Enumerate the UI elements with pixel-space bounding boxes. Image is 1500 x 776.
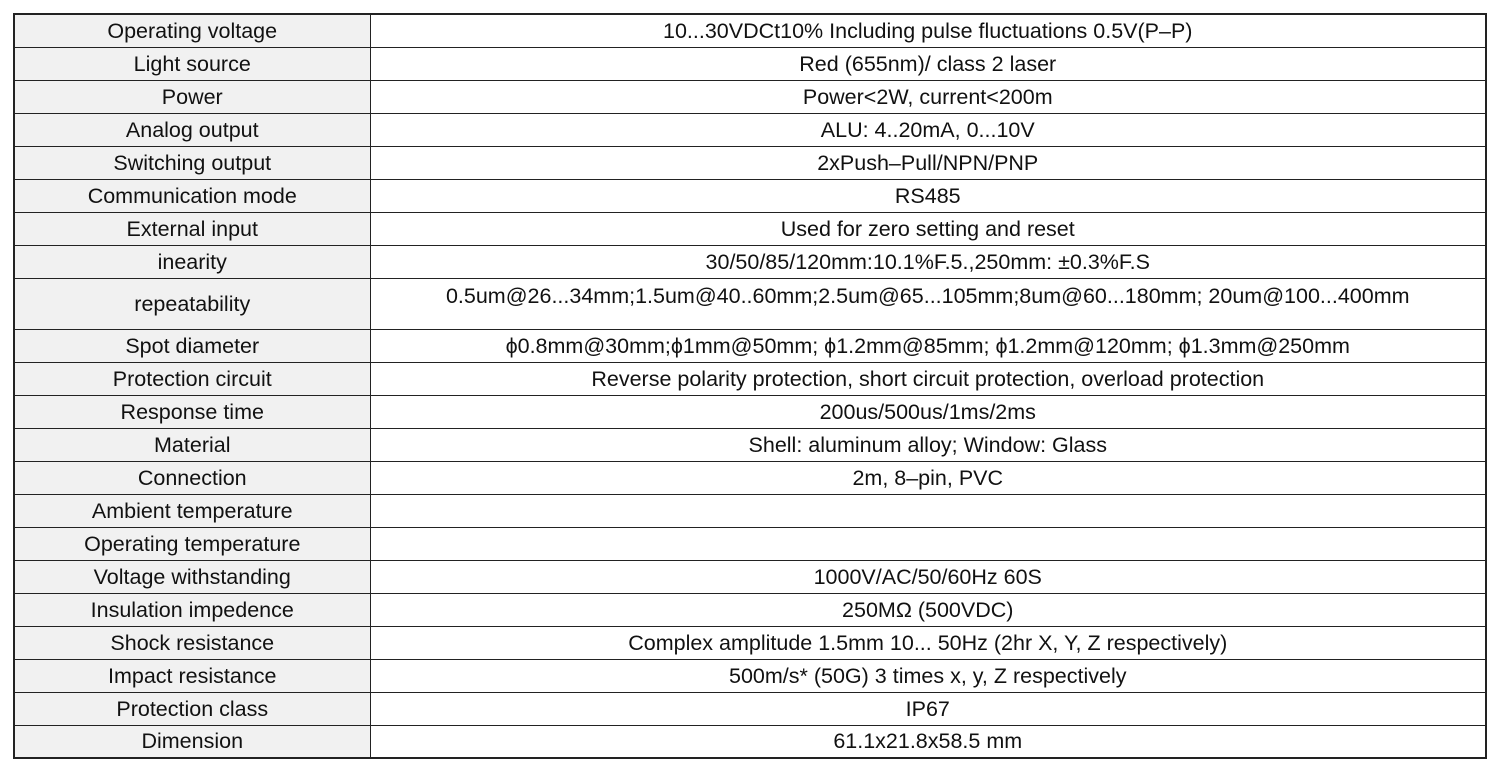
spec-label: Switching output bbox=[14, 146, 370, 179]
table-row bbox=[14, 212, 1486, 245]
table-row bbox=[14, 692, 1486, 725]
spec-label: Spot diameter bbox=[14, 329, 370, 362]
table-row bbox=[14, 146, 1486, 179]
table-row bbox=[14, 626, 1486, 659]
spec-label: Communication mode bbox=[14, 179, 370, 212]
spec-value: 61.1x21.8x58.5 mm bbox=[370, 725, 1486, 758]
spec-label: Voltage withstanding bbox=[14, 560, 370, 593]
spec-value: ϕ0.8mm@30mm;ϕ1mm@50mm; ϕ1.2mm@85mm; ϕ1.2mm@120mm; ϕ1.3mm@250mm bbox=[370, 329, 1486, 362]
spec-value bbox=[370, 527, 1486, 560]
spec-label: Light source bbox=[14, 47, 370, 80]
spec-label: Insulation impedence bbox=[14, 593, 370, 626]
spec-label: Shock resistance bbox=[14, 626, 370, 659]
table-row bbox=[14, 329, 1486, 362]
table-row bbox=[14, 494, 1486, 527]
spec-value: Red (655nm)/ class 2 laser bbox=[370, 47, 1486, 80]
spec-value: 250MΩ (500VDC) bbox=[370, 593, 1486, 626]
table-row bbox=[14, 428, 1486, 461]
table-row bbox=[14, 245, 1486, 278]
table-row bbox=[14, 395, 1486, 428]
spec-value: 30/50/85/120mm:10.1%F.5.,250mm: ±0.3%F.S bbox=[370, 245, 1486, 278]
table-row bbox=[14, 113, 1486, 146]
spec-label: Connection bbox=[14, 461, 370, 494]
spec-value: IP67 bbox=[370, 692, 1486, 725]
spec-label: Protection circuit bbox=[14, 362, 370, 395]
table-row bbox=[14, 179, 1486, 212]
spec-value: 10...30VDCt10% Including pulse fluctuations 0.5V(P–P) bbox=[370, 14, 1486, 47]
table-row bbox=[14, 560, 1486, 593]
spec-value: 2xPush–Pull/NPN/PNP bbox=[370, 146, 1486, 179]
table-row bbox=[14, 362, 1486, 395]
spec-label: inearity bbox=[14, 245, 370, 278]
spec-value bbox=[370, 278, 1486, 329]
spec-value: Used for zero setting and reset bbox=[370, 212, 1486, 245]
spec-label: Operating voltage bbox=[14, 14, 370, 47]
spec-value bbox=[370, 494, 1486, 527]
spec-value: 500m/s* (50G) 3 times x, y, Z respectively bbox=[370, 659, 1486, 692]
spec-value: Shell: aluminum alloy; Window: Glass bbox=[370, 428, 1486, 461]
spec-table bbox=[13, 13, 1487, 759]
table-row bbox=[14, 14, 1486, 47]
spec-label: Response time bbox=[14, 395, 370, 428]
spec-label: External input bbox=[14, 212, 370, 245]
spec-label: Operating temperature bbox=[14, 527, 370, 560]
spec-value: 2m, 8–pin, PVC bbox=[370, 461, 1486, 494]
spec-value: Reverse polarity protection, short circuit protection, overload protection bbox=[370, 362, 1486, 395]
spec-label: repeatability bbox=[14, 278, 370, 329]
table-row bbox=[14, 659, 1486, 692]
spec-label: Analog output bbox=[14, 113, 370, 146]
table-row bbox=[14, 725, 1486, 758]
spec-value: 1000V/AC/50/60Hz 60S bbox=[370, 560, 1486, 593]
table-row bbox=[14, 80, 1486, 113]
table-row bbox=[14, 278, 1486, 329]
spec-value: Complex amplitude 1.5mm 10... 50Hz (2hr X, Y, Z respectively) bbox=[370, 626, 1486, 659]
spec-value: Power<2W, current<200m bbox=[370, 80, 1486, 113]
spec-value-text: 0.5um@26...34mm;1.5um@40..60mm;2.5um@65...105mm;8um@60...180mm; 20um@100...400mm bbox=[445, 283, 1410, 308]
spec-label: Protection class bbox=[14, 692, 370, 725]
table-row bbox=[14, 527, 1486, 560]
table-row bbox=[14, 461, 1486, 494]
spec-label: Power bbox=[14, 80, 370, 113]
spec-value: ALU: 4..20mA, 0...10V bbox=[370, 113, 1486, 146]
spec-label: Impact resistance bbox=[14, 659, 370, 692]
table-row bbox=[14, 47, 1486, 80]
spec-label: Ambient temperature bbox=[14, 494, 370, 527]
spec-value: 200us/500us/1ms/2ms bbox=[370, 395, 1486, 428]
spec-label: Dimension bbox=[14, 725, 370, 758]
spec-value: RS485 bbox=[370, 179, 1486, 212]
spec-label: Material bbox=[14, 428, 370, 461]
table-row bbox=[14, 593, 1486, 626]
